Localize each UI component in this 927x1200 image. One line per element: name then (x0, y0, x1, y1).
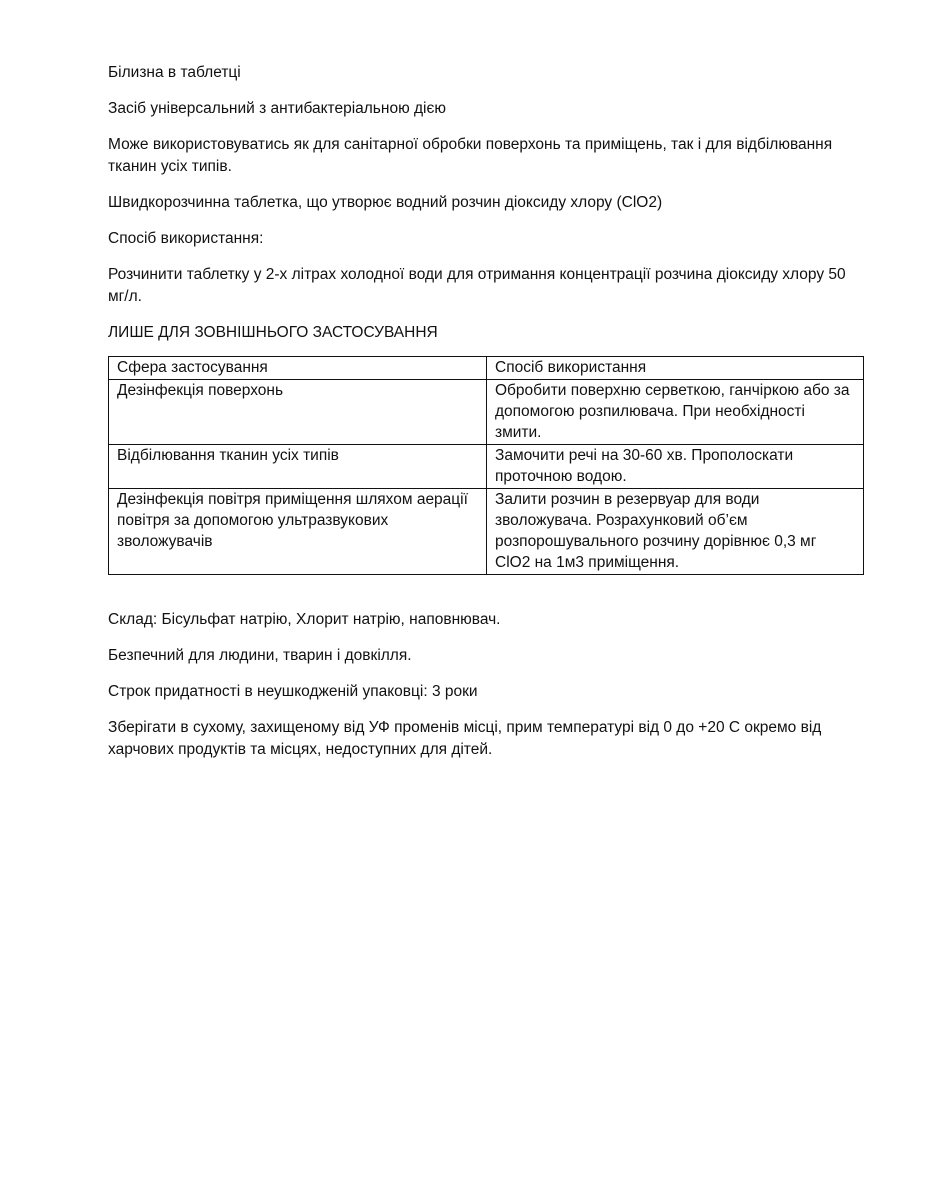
shelf-life: Строк придатності в неушкодженій упаковці: 3 роки (108, 683, 478, 700)
product-title: Білизна в таблетці (108, 64, 241, 81)
table-row (109, 380, 864, 445)
table-cell: Дезінфекція повітря приміщення шляхом аерації повітря за допомогою ультразвукових зволожувачів (109, 489, 487, 575)
table-cell: Обробити поверхню серветкою, ганчіркою або за допомогою розпилювача. При необхідності змити. (487, 380, 864, 445)
usage-table (108, 356, 864, 575)
table-row (109, 445, 864, 489)
table-header-cell: Сфера застосування (109, 357, 487, 380)
table-header-cell: Спосіб використання (487, 357, 864, 380)
table-cell: Відбілювання тканин усіх типів (109, 445, 487, 489)
table-cell: Залити розчин в резервуар для води зволожувача. Розрахунковий об’єм розпорошувального розчину дорівнює 0,3 мг ClO2 на 1м3 приміщення. (487, 489, 864, 575)
tablet-description: Швидкорозчинна таблетка, що утворює водний розчин діоксиду хлору (ClO2) (108, 194, 663, 211)
usage-method-heading: Спосіб використання: (108, 230, 264, 247)
table-cell: Дезінфекція поверхонь (109, 380, 487, 445)
dissolving-instructions: Розчинити таблетку у 2-х літрах холодної води для отримання концентрації розчина діоксиду хлору 50 мг/л. (108, 266, 846, 305)
table-cell: Замочити речі на 30-60 хв. Прополоскати проточною водою. (487, 445, 864, 489)
table-header-row (109, 357, 864, 380)
external-use-warning: ЛИШЕ ДЛЯ ЗОВНІШНЬОГО ЗАСТОСУВАННЯ (108, 324, 438, 341)
safety-note: Безпечний для людини, тварин і довкілля. (108, 647, 412, 664)
document-body (108, 62, 863, 775)
usage-description: Може використовуватись як для санітарної обробки поверхонь та приміщень, так і для відбілювання тканин усіх типів. (108, 136, 833, 175)
table-row (109, 489, 864, 575)
composition: Склад: Бісульфат натрію, Хлорит натрію, наповнювач. (108, 611, 501, 628)
storage-instructions: Зберігати в сухому, захищеному від УФ променів місці, прим температурі від 0 до +20 С окремо від харчових продуктів та місцях, недоступних для дітей. (108, 719, 822, 758)
product-subtitle: Засіб універсальний з антибактеріальною дією (108, 100, 447, 117)
